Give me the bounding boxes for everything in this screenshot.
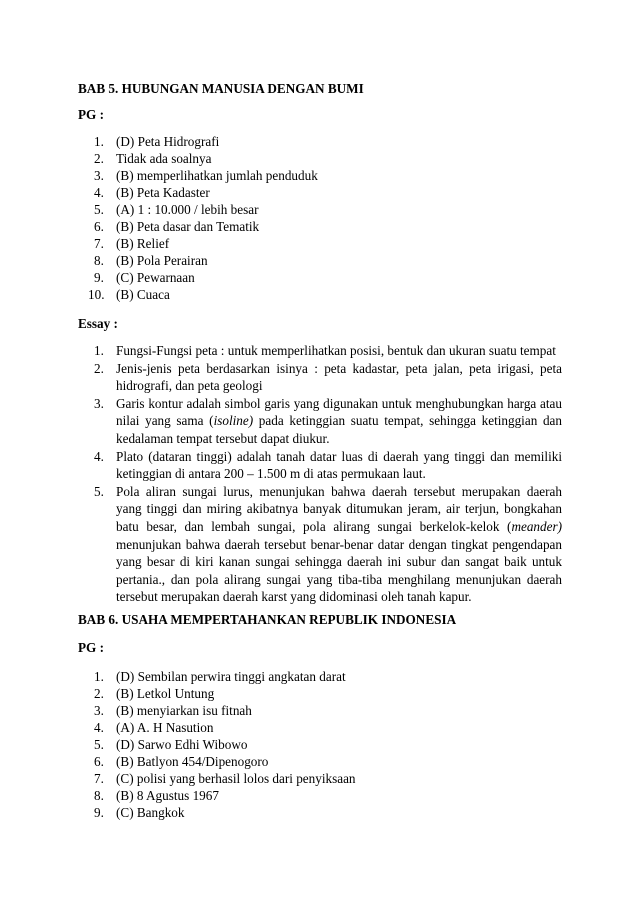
list-number: 4. bbox=[94, 185, 104, 200]
list-item bbox=[78, 360, 562, 395]
bab6-title: BAB 6. USAHA MEMPERTAHANKAN REPUBLIK INDONESIA bbox=[78, 612, 457, 627]
list-number: 3. bbox=[94, 168, 104, 183]
list-number: 2. bbox=[94, 151, 104, 166]
list-text: Pola aliran sungai lurus, menunjukan bahwa daerah tersebut merupakan daerah yang tinggi dan miring akibatnya banyak ditumukan jeram, air terjun, bongkahan batu besar, dan lembah sungai, pola alirang sungai berkelok-kelok ( bbox=[116, 483, 562, 534]
list-number: 3. bbox=[94, 395, 104, 411]
bab6-pg-list bbox=[78, 668, 562, 821]
list-text: (A) A. H Nasution bbox=[116, 720, 214, 735]
list-text: (B) Pola Perairan bbox=[116, 253, 208, 268]
list-text: (D) Sembilan perwira tinggi angkatan darat bbox=[116, 669, 346, 684]
list-item bbox=[78, 753, 562, 770]
list-number: 8. bbox=[94, 253, 104, 268]
list-item bbox=[78, 218, 562, 235]
list-number: 8. bbox=[94, 788, 104, 803]
list-number: 7. bbox=[94, 236, 104, 251]
list-number: 7. bbox=[94, 771, 104, 786]
list-text: pada ketinggian suatu tempat, sehingga ketinggian dan kedalaman tempat tersebut dapat diukur. bbox=[116, 413, 562, 446]
list-text: (B) menyiarkan isu fitnah bbox=[116, 703, 252, 718]
list-number: 1. bbox=[94, 669, 104, 684]
list-item bbox=[78, 133, 562, 150]
list-number: 2. bbox=[94, 360, 104, 376]
list-text: (B) 8 Agustus 1967 bbox=[116, 788, 219, 803]
list-number: 10. bbox=[88, 287, 105, 302]
list-number: 2. bbox=[94, 686, 104, 701]
list-item bbox=[78, 150, 562, 167]
bab5-title: BAB 5. HUBUNGAN MANUSIA DENGAN BUMI bbox=[78, 81, 364, 96]
list-item bbox=[78, 702, 562, 719]
list-number: 6. bbox=[94, 754, 104, 769]
list-text: (C) Bangkok bbox=[116, 805, 185, 820]
list-item bbox=[78, 235, 562, 252]
bab5-pg-list bbox=[78, 133, 562, 303]
list-item bbox=[78, 395, 562, 448]
list-item bbox=[78, 201, 562, 218]
list-item bbox=[78, 252, 562, 269]
list-text: (B) memperlihatkan jumlah penduduk bbox=[116, 168, 318, 183]
list-item bbox=[78, 719, 562, 736]
list-number: 6. bbox=[94, 219, 104, 234]
list-number: 5. bbox=[94, 483, 104, 499]
italic-term: meander) bbox=[511, 518, 562, 534]
list-item bbox=[78, 787, 562, 804]
bab5-pg-label: PG : bbox=[78, 107, 105, 122]
list-number: 1. bbox=[94, 134, 104, 149]
bab5-essay-label: Essay : bbox=[78, 316, 118, 331]
list-number: 5. bbox=[94, 737, 104, 752]
list-text: (B) Relief bbox=[116, 236, 170, 251]
list-text: Garis kontur adalah simbol garis yang digunakan untuk menghubungkan harga atau nilai yang sama ( bbox=[116, 395, 562, 429]
list-number: 3. bbox=[94, 703, 104, 718]
list-number: 4. bbox=[94, 448, 104, 464]
list-text: (B) Peta Kadaster bbox=[116, 185, 210, 200]
list-item bbox=[78, 167, 562, 184]
italic-term: isoline) bbox=[213, 413, 254, 429]
list-item bbox=[78, 770, 562, 787]
list-number: 4. bbox=[94, 720, 104, 735]
list-text: (C) polisi yang berhasil lolos dari penyiksaan bbox=[116, 771, 356, 786]
list-item bbox=[78, 685, 562, 702]
list-item bbox=[78, 269, 562, 286]
list-text: menunjukan bahwa daerah tersebut benar-benar datar dengan tingkat pengendapan yang besar di kiri kanan sungai sehingga daerah ini subur dan sangat baik untuk pertania., dan pola alirang sungai yang tiba-tiba menghilang menunjukan daerah tersebut merupakan daerah karst yang didominasi oleh tanah kapur. bbox=[116, 536, 562, 605]
list-text: (A) 1 : 10.000 / lebih besar bbox=[116, 202, 259, 217]
list-item bbox=[78, 483, 562, 606]
list-text: (D) Peta Hidrografi bbox=[116, 134, 220, 149]
list-text: (D) Sarwo Edhi Wibowo bbox=[116, 737, 248, 752]
list-item bbox=[78, 286, 562, 303]
list-text: Jenis-jenis peta berdasarkan isinya : peta kadastar, peta jalan, peta irigasi, peta hidrografi, dan peta geologi bbox=[116, 360, 562, 394]
list-text: (B) Cuaca bbox=[116, 287, 170, 302]
list-item bbox=[78, 342, 562, 360]
list-number: 9. bbox=[94, 805, 104, 820]
list-text: Fungsi-Fungsi peta : untuk memperlihatkan posisi, bentuk dan ukuran suatu tempat bbox=[116, 343, 556, 358]
list-item bbox=[78, 448, 562, 483]
list-item bbox=[78, 668, 562, 685]
bab5-essay-list bbox=[78, 342, 562, 606]
list-text: (C) Pewarnaan bbox=[116, 270, 195, 285]
list-text: (B) Letkol Untung bbox=[116, 686, 215, 701]
list-text: Plato (dataran tinggi) adalah tanah datar luas di daerah yang tinggi dan memiliki ketinggian di antara 200 – 1.500 m di atas permukaan laut. bbox=[116, 448, 562, 482]
list-item bbox=[78, 804, 562, 821]
list-text: Tidak ada soalnya bbox=[116, 151, 212, 166]
list-text: (B) Peta dasar dan Tematik bbox=[116, 219, 260, 234]
bab6-pg-label: PG : bbox=[78, 640, 105, 655]
list-text: (B) Batlyon 454/Dipenogoro bbox=[116, 754, 269, 769]
list-number: 9. bbox=[94, 270, 104, 285]
list-item bbox=[78, 184, 562, 201]
list-number: 5. bbox=[94, 202, 104, 217]
list-number: 1. bbox=[94, 343, 104, 358]
list-item bbox=[78, 736, 562, 753]
